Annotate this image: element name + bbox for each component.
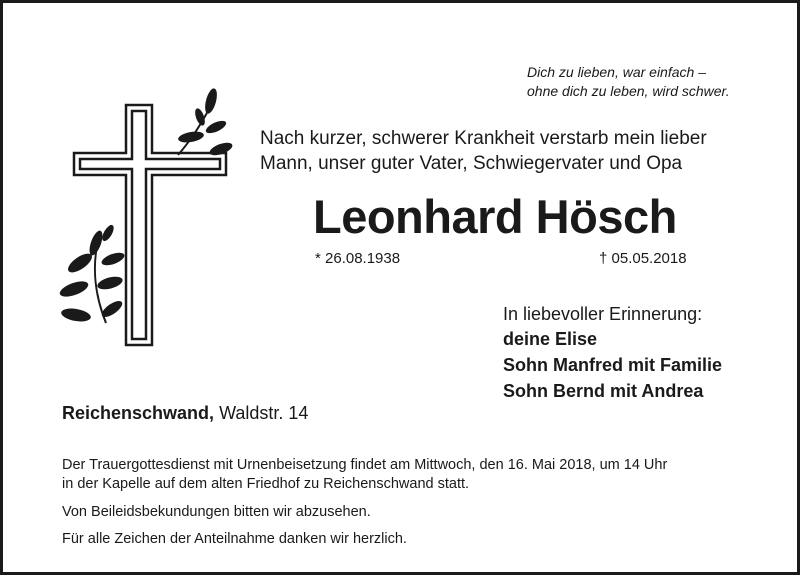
quote-line-1: Dich zu lieben, war einfach – (527, 64, 706, 80)
service-line-1: Der Trauergottesdienst mit Urnenbeisetzung findet am Mittwoch, den 16. Mai 2018, um 14 Uhr (62, 457, 668, 473)
mourner-3: Sohn Bernd mit Andrea (503, 381, 704, 401)
intro-line-1: Nach kurzer, schwerer Krankheit verstarb mein lieber (260, 128, 707, 149)
quote-line-2: ohne dich zu leben, wird schwer. (527, 83, 730, 99)
deceased-name: Leonhard Hösch (313, 190, 677, 243)
mourner-1: deine Elise (503, 329, 598, 349)
address-town: Reichenschwand, (62, 403, 215, 423)
intro-line-2: Mann, unser guter Vater, Schwiegervater und Opa (260, 153, 683, 174)
mourner-2: Sohn Manfred mit Familie (503, 355, 723, 375)
thanks-note: Für alle Zeichen der Anteilnahme danken wir herzlich. (62, 531, 407, 547)
address (62, 402, 308, 424)
death-date: † 05.05.2018 (599, 250, 687, 267)
service-line-2: in der Kapelle auf dem alten Friedhof zu Reichenschwand statt. (62, 476, 470, 492)
condolences-note: Von Beileidsbekundungen bitten wir abzusehen. (62, 504, 371, 520)
cross-with-leaves-icon (58, 83, 238, 353)
mourners-heading: In liebevoller Erinnerung: (503, 304, 703, 324)
address-street: Waldstr. 14 (219, 403, 309, 423)
birth-date: * 26.08.1938 (315, 250, 401, 267)
